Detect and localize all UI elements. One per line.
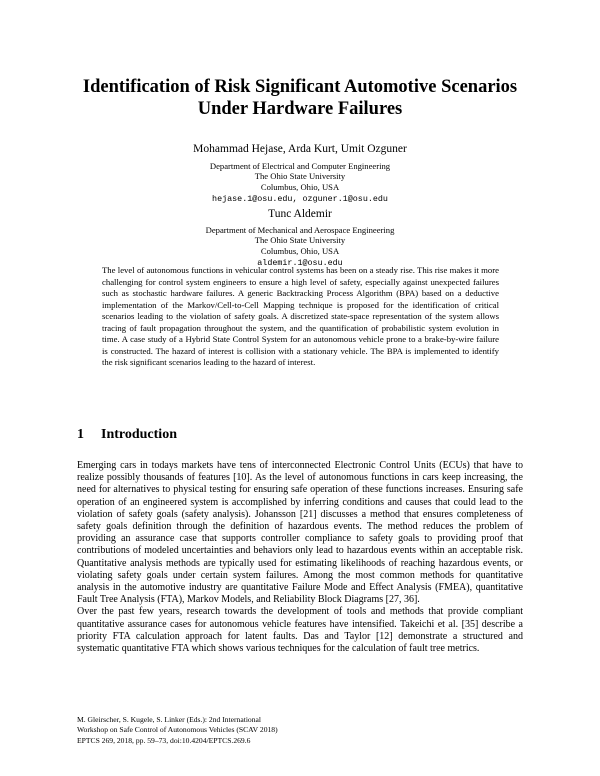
footer-line: M. Gleirscher, S. Kugele, S. Linker (Eds.): 2nd International xyxy=(77,715,262,724)
footer-line: EPTCS 269, 2018, pp. 59–73, doi:10.4204/EPTCS.269.6 xyxy=(77,735,251,745)
affiliation-dept: Department of Electrical and Computer Engineering xyxy=(209,161,391,171)
publication-footer xyxy=(77,715,517,746)
paragraph: Over the past few years, research towards the development of tools and methods that provide compliant quantitative assurance cases for autonomous vehicle features have intensified. Takeichi et al. [35] describe a priority FTA calculation approach for latent faults. Das and Taylor [12] demonstrate a structured and systematic quantitative FTA which shows various techniques for the calculation of fault tree metrics. xyxy=(77,606,523,655)
author-names: Mohammad Hejase, Arda Kurt, Umit Ozguner xyxy=(193,143,407,155)
section-number: 1 xyxy=(77,427,84,442)
author-block-2 xyxy=(100,207,500,269)
affiliation-city: Columbus, Ohio, USA xyxy=(260,181,340,192)
introduction-body xyxy=(77,460,523,655)
section-heading xyxy=(77,426,177,444)
author-emails: hejase.1@osu.edu, ozguner.1@osu.edu xyxy=(212,193,388,204)
section-title: Introduction xyxy=(101,427,177,442)
author-block-1 xyxy=(100,142,500,205)
paper-title: Identification of Risk Significant Automotive Scenarios Under Hardware Failures xyxy=(82,77,518,119)
footer-line: Workshop on Safe Control of Autonomous Vehicles (SCAV 2018) xyxy=(77,725,278,735)
paragraph: Emerging cars in todays markets have tens of interconnected Electronic Control Units (ECUs) that have to realize possibly thousands of features [10]. As the level of autonomous functions in cars keep increasing, the need for alternatives to physical testing for ensuring safe operation of these functions increases. Ensuring safe operation of an engineered system is accomplished by inferring conditions and causes that could lead to the violation of safety goals (safety analysis). Johansson [21] discusses a method that ensures completeness of safety goals definition through the definition of hazardous events. The method reduces the problem of providing an assurance case that supports controller compliance to safety goals to providing proof that contributions of modeled uncertainties and behaviors only lead to hazardous events within an acceptable risk. Quantitative analysis methods are typically used for estimating likelihoods of reaching hazardous events, or violating safety goals under certain system failures. Among the most common methods for quantitative analysis in the automotive industry are quantitative Failure Mode and Effect Analysis (FMEA), quantitative Fault Tree Analysis (FTA), Markov Models, and Reliability Block Diagrams [27, 36]. xyxy=(77,460,523,606)
abstract: The level of autonomous functions in vehicular control systems has been on a steady rise. This rise makes it more challenging for control system engineers to ensure a high level of safety, especially against unexpected failures such as stochastic hardware failures. A generic Backtracking Process Algorithm (BPA) based on a deductive implementation of the Markov/Cell-to-Cell Mapping technique is proposed for the identification of critical scenarios leading to the violation of safety goals. A discretized state-space representation of the system allows tracing of fault propagation throughout the system, and the quantification of probabilistic system evolution in time. A case study of a Hybrid State Control System for an autonomous vehicle prone to a brake-by-wire failure is constructed. The hazard of interest is collision with a stationary vehicle. The BPA is implemented to identify the risk significant scenarios leading to the hazard of interest. xyxy=(102,265,499,367)
affiliation-city: Columbus, Ohio, USA xyxy=(260,245,340,256)
affiliation-dept: Department of Mechanical and Aerospace Engineering xyxy=(205,225,395,235)
affiliation-university: The Ohio State University xyxy=(254,171,346,182)
author-emails: aldemir.1@osu.edu xyxy=(257,257,343,268)
affiliation-university: The Ohio State University xyxy=(254,235,346,246)
author-names: Tunc Aldemir xyxy=(268,208,332,220)
